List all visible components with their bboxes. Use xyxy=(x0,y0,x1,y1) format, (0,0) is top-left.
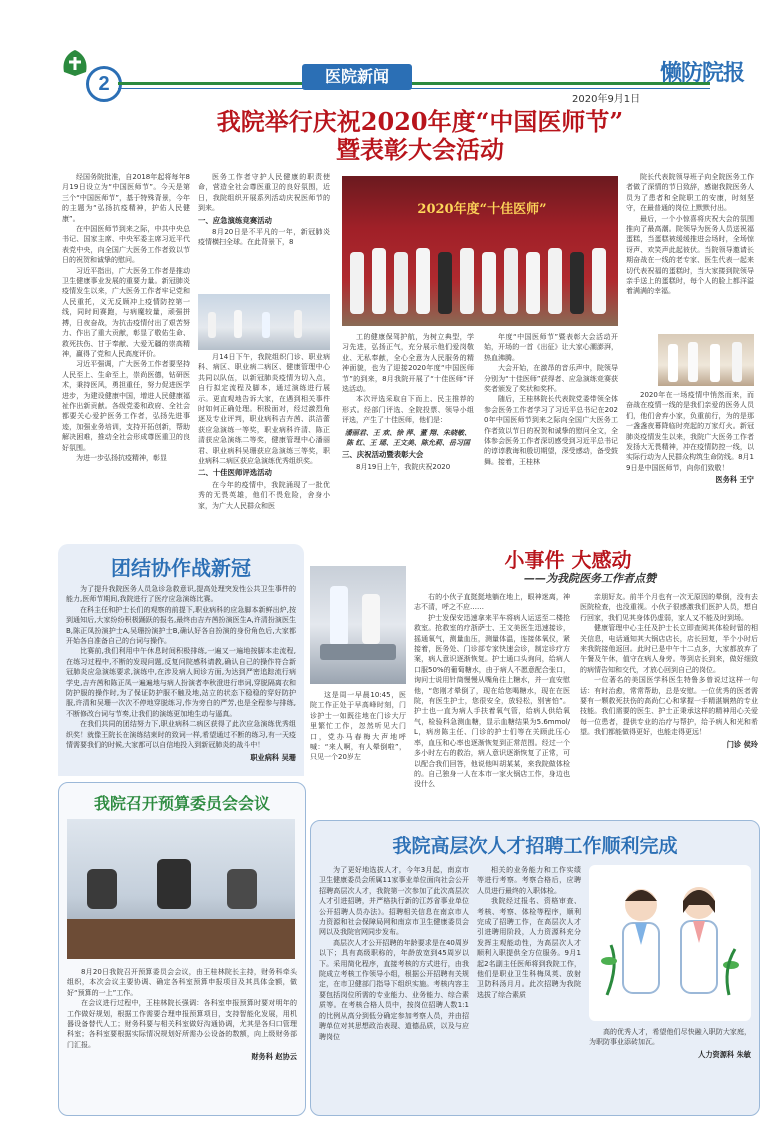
article3-col1-text: 这是周一早晨10:45，医院工作正处于早高峰时刻，门诊护士一如既往地在门诊大厅里繁忙工作，忽然听见大门口，党办马春梅大声地呼喊：“来人啊，有人晕倒啦”，只见一个20岁左 xyxy=(310,691,406,762)
article4-title: 我院召开预算委员会会议 xyxy=(93,794,270,813)
page-number: 2 xyxy=(98,73,110,95)
article-budget-meeting xyxy=(58,782,306,1116)
article3-col3-p2: 健康管理中心主任及护士长立即查阅其体检时留的相关信息，电话通知其大锅店店长，店长回复，半个小时后来我院接他返回。此时已是中午十二点多，大家都放弃了午餐及午休，值守在病人身旁。等到店长到来，做好细致的病情告知和交代，才放心回到自己的岗位。 xyxy=(580,624,758,674)
article2-p3: 比赛前,我们利用中午休息时间积极排练,一遍又一遍地按脚本走流程,在练习过程中,不断的发现问题,反复问院感科请教,确认自己的操作符合新冠肺炎应急演练要求,演练中,在涉及病人间诊方面,为达到严密追踪流行病学史,吉卉茜和陈正凤一遍遍地与病人扮演者李秋澄进行串词,穿脱隔离衣和防护服的操作时,为了保证防护服不触及地,站立的状态下稳稳的穿好防护服,许清和吴珊一次次不停地穿脱练习,作为旁白的严芳,也是全程参与排练,不断修改台词与节奏,让我们的演练更加地生动与逼真。 xyxy=(66,647,296,718)
article1-col2-p1: 医务工作者守护人民健康的职责使命，营造全社会尊医重卫的良好氛围，近日，我院组织开展系列活动庆祝医师节的到来。 xyxy=(198,173,330,213)
article2-p1: 为了提升我院医务人员急诊急救意识,提高处理突发性公共卫生事件的能力,医师节期间,我院进行了医疗应急演练比赛。 xyxy=(66,585,296,604)
article3-col3 xyxy=(580,592,758,814)
article3-signature: 门诊 侯玲 xyxy=(726,739,758,749)
award-banner-text: 2020年度“十佳医师” xyxy=(417,202,547,217)
article2-p4: 在我们共同的团结努力下,职业病科二病区获得了此次应急演练优秀组织奖！就像王院长在演练结束时的致词一样,希望通过不断的练习,有一天疫情需要我们的时候,大家都可以自信地投入到新冠肺炎的战斗中！ xyxy=(66,720,296,750)
article3-col3-p1: 亲朋好友。前半个月也有一次无原因的晕倒，没有去医院检查，也没重视。小伙子很感激我们医护人员，想自行回家，我们见其身体仍虚弱，家人又不能及时到场。 xyxy=(580,593,758,622)
article4-body xyxy=(67,967,297,1109)
article1-col3-p2: 本次评选采取自下而上、民主推荐的形式。经部门评选、全院投票、领导小组评选，产生了十佳医师，他们是： xyxy=(342,395,474,425)
article-small-event xyxy=(310,544,758,814)
article5-col3 xyxy=(589,1027,751,1109)
article1-title-line1: 我院举行庆祝2020年度“中国医师节” xyxy=(216,107,624,136)
award-banner xyxy=(412,198,552,217)
article1-col1-p4: 习近平强调，广大医务工作者要坚持人民至上、生命至上，崇尚医德，钻研医术，秉持医风，勇担重任，努力促进医学进步，为建设健康中国，增进人民健康福祉作出新贡献。各级党委和政府、全社会都要关心爱护医务工作者，弘扬先进事迹，加强业务培训，支持开拓创新，帮助解决困难，推动全社会形成尊医重卫的良好氛围。 xyxy=(62,360,190,452)
article1-col2-bottom xyxy=(198,352,330,544)
article3-col2 xyxy=(414,592,570,814)
article1-col5-p3: 2020年在一场疫情中悄然而来，而奋战在疫情一线的是我们亲爱的医务人员们，他们舍弃小家，负重前行，为的是那一盏盏夜幕降临时亮起的万家灯火。新冠肺炎疫情发生以来，我院广大医务工作者发扬大无畏精神，冲在疫情防控一线，以实际行动为人民群众构筑生命防线。8月19日是中国医师节，向你们致敬！ xyxy=(626,391,754,472)
article1-col3-sub3-text: 8月19日上午，我院庆祝2020 xyxy=(356,462,451,471)
article1-col3 xyxy=(342,332,474,544)
article-doctors-day xyxy=(0,0,780,560)
article1-signature: 医务科 王宁 xyxy=(715,475,754,485)
article2-title: 团结协作战新冠 xyxy=(111,556,251,580)
article1-col1-p2: 在中国医师节到来之际，中共中央总书记、国家主席、中央军委主席习近平代表党中央，向全国广大医务工作者致以节日的祝贺和诚挚的慰问。 xyxy=(62,225,190,265)
article3-title: 小事件 大感动 xyxy=(504,548,632,572)
article1-col1-p1: 经国务院批准，自2018年起将每年8月19日设立为“中国医师节”。今天是第三个“中国医师节”，基于特殊背景，今年的主题为“弘扬抗疫精神，护佑人民健康”。 xyxy=(62,173,190,223)
rescue-photo xyxy=(310,566,406,684)
article2-p2: 在科主任和护士长们的观察的前提下,职业病科的应急脚本新鲜出炉,按到通知后,大家纷纷积极踊跃的报名,最终由吉卉茜扮演医生A,许清扮演医生B,陈正凤扮演护士A,吴珊扮演护士B,确认好各自扮演的身份角色后,大家都开始各自准备自己的台词与操作。 xyxy=(66,605,296,646)
article1-sub3: 三、庆祝活动暨表彰大会 xyxy=(342,450,424,460)
article3-caption xyxy=(310,690,406,814)
article5-col1-p2: 高层次人才公开招聘的年龄要求是在40周岁以下；具有高级职称的，年龄放宽到45周岁以下。采用简化程序，直接考核的方式进行，由我院成立考核工作领导小组，根据公开招聘有关规定，在市卫健部门指导下组织实施。考核内容主要包括岗位所需的专业能力、业务能力、综合素质等。在考核合格人员中，按岗位招聘人数1:1的比例从高分到低分确定参加考察人员，并由招聘单位对其思想政治表现、道德品质，以及与应聘岗位 xyxy=(319,938,469,1041)
article3-col3-p3: 一位著名的美国医学科医生特鲁多曾说过这样一句话：有时治愈，常常帮助，总是安慰。一位优秀的医者需要有一颗救死扶伤的高尚仁心和掌握一手精湛娴熟的专业技能。我们需要的医生、护士正秉承这样的精神用心关爱每一位患者，提供专业的治疗与帮护，给予病人和光和希望。我们都能做得更好，也能走得更远！ xyxy=(580,676,758,737)
article2-signature: 职业病科 吴珊 xyxy=(250,752,296,762)
article1-col5 xyxy=(626,172,754,332)
article2-body xyxy=(66,584,296,772)
article5-col1-p1: 为了更好地选拔人才，今年3月起，南京市卫生健康委员会所属11家事业单位面向社会公开招聘高层次人才，我院第一次参加了此次高层次人才引进招聘，并严格执行新的江苏省事业单位公开招聘人员办法》。招聘相关信息在南京市人力资源和社会保障局网和南京市卫生健康委员会网以及我院官网同步发布。 xyxy=(319,866,469,937)
article1-col2-top xyxy=(198,172,330,292)
article4-p1: 8月20日我院召开预算委员会会议，由王桂林院长主持，财务科牵头组织，本次会议主要协调、确定各科室预算申报项目及其具体金额，做好“预算的一上”工作。 xyxy=(67,968,297,997)
top-doctors-names: 潘丽君、王 欢、徐 萍、董 翔、朱晓敏、陈 红、王 瑶、王文美、陈允莉、岳习国 xyxy=(344,428,472,448)
section-title: 医院新闻 xyxy=(324,67,389,86)
article1-col5-p1: 院长代表院领导班子向全院医务工作者做了深情的节日致辞，感谢我院医务人员为了患者和全院职工的安康，时刻坚守，在最普通的岗位上默默付出。 xyxy=(626,173,754,213)
article1-col2-sub2-text: 在今年的疫情中，我院涌现了一批优秀的无畏英雄，他们不畏危险，舍身小家，为广大人民群众和医 xyxy=(198,480,330,510)
article1-sub2: 二、十佳医师评选活动 xyxy=(198,468,272,478)
drill-photo xyxy=(198,294,330,350)
article3-subtitle: ——为我院医务工作者点赞 xyxy=(524,572,656,585)
article1-col1 xyxy=(62,172,190,542)
article1-title-line2: 暨表彰大会活动 xyxy=(336,135,504,164)
article5-col2-p2: 我院经过报名、资格审查、考核、考察、体检等程序，顺利完成了招聘工作，在高层次人才引进聘用阶段，人力资源科充分发挥主观能动性，为高层次人才顺利入职提供全方位服务。9月1起2名副主任医师将到我院工作，他们是职业卫生科梅凤英、放射卫防科汤月月。此次招聘为我院选拔了综合素质 xyxy=(477,897,581,999)
article1-col2-p2: 月14日下午，我院组织门诊、职业病科、病区、职业病二病区、健康管理中心共同以队伍，以新冠肺炎疫情为切入点，自行拟定流程及脚本，通过演练进行展示。更直观地告诉大家，在遇到相关事件时如何正确处理。积极面对，经过激烈角逐及专业评判，职业病科吉卉茜、洪洁蕾获应急演练一等奖，职业病科许清、陈正清获应急演练二等奖，健康管理中心潘丽君、职业病科吴珊获应急演练三等奖，职业病科二病区获应急演练优秀组织奖。 xyxy=(198,353,330,466)
article5-col2 xyxy=(477,865,581,1109)
article4-p2: 在会议进行过程中，王桂林院长强调：各科室申报预算时要对明年的工作做好规划，根据工作需要合理申报预算项目，支持智能化发展，用机器设备替代人工；财务科要与相关科室做好沟通协调，尤其是各归口管理科室；各科室要根据实际情况规划好所需办公设备的数额，向上级财务部门汇报。 xyxy=(67,999,297,1049)
article1-col5-p2: 最后，一个小惊喜将庆祝大会的氛围推向了最高潮。院领导为医务人员送祝福蛋糕，当蛋糕被缓缓推进会场时，全场惊讶声、欢笑声此起彼伏。当院领导邀请长期奋战在一线的老专家、医生代表一起来切代表祝福的蛋糕时，当大家搂到院领导亲手送上的蛋糕时，每个人的脸上都洋溢着满满的幸福。 xyxy=(626,214,754,296)
article4-signature: 财务科 赵协云 xyxy=(251,1052,297,1062)
article-recruitment xyxy=(310,820,760,1116)
article3-col2-p1: 右的小伙子直挺挺地躺在地上，眼神迷离，神志不清，呼之不应…… xyxy=(414,593,570,612)
article5-col2-p1: 相关的业务能力和工作实绩等进行考察。考察合格后，应聘人员进行最终的入职体检。 xyxy=(477,866,581,895)
cake-photo xyxy=(658,334,754,386)
article5-col3-p1: 高的优秀人才，希望他们尽快融入职防大家庭，为职防事业添砖加瓦。 xyxy=(589,1028,751,1047)
article1-col4-p1: 年度“中国医师节”暨表彰大会活动开始，开场的一首《出征》让大家心潮澎湃，热血沸腾。 xyxy=(484,333,618,362)
article1-col1-p3: 习近平指出，广大医务工作者是推动卫生健康事业发展的重要力量。新冠肺炎疫情发生以来，广大医务工作者牢记党和人民重托，义无反顾冲上疫情防控第一线，同时间赛跑，与病魔较量，顽强拼搏，日夜奋战，为抗击疫情付出了艰苦努力、作出了重大贡献，彰显了敬佑生命、救死扶伤、甘于奉献、大爱无疆的崇高精神，赢得了党和人民高度评价。 xyxy=(62,266,190,358)
article1-col3-p1: 工的健康保驾护航，为树立典型，学习先进，弘扬正气，充分展示他们爱岗敬业、无私奉献，全心全意为人民服务的精神面貌，也为了迎接2020年度“中国医师节”的到来，8月我院开展了“十佳医师”评选活动。 xyxy=(342,333,474,394)
article5-signature: 人力资源科 朱敏 xyxy=(698,1049,751,1059)
article1-col4-p3: 随后，王桂林院长代表院党委带领全体参会医务工作者学习了习近平总书记在2020年中国医师节到来之际向全国广大医务工作者致以节日的祝贺和诚挚的慰问全文，全体参会医务工作者深切感受到习近平总书记的谆谆教诲和殷切期望，深受感动，备受鼓舞。接着，王桂林 xyxy=(484,395,618,466)
masthead-text: 懒防院报 xyxy=(660,60,745,86)
article1-col4 xyxy=(484,332,618,544)
meeting-photo xyxy=(67,819,295,959)
article1-col1-p5: 为进一步弘扬抗疫精神，彰显 xyxy=(76,453,167,462)
issue-date: 2020年9月1日 xyxy=(572,94,641,105)
article3-col2-p2: 护士发保安迅速拿来平车将病人运送至二楼抢救室。抢救室的疗浙萨士、王文美医生迅速接诊，摇通氧气，测量血压，测量体温，连接体氧仪，紧接着，医务处、门诊部专家快速会诊，制定诊疗方案，病人意识逐渐恢复。护士通口头询问，给病人口服50%的葡萄糖水，由于病人不愿意配合张口，询问士说用针筒慢慢从嘴角往上糖水，并一直安慰他，“您刚才晕倒了，现在给您喝糖水，现在在医院，有医生护士，您很安全，放轻松，别害怕”。护士也一直为病人手扶着氧气管，给病人供给氧气，检验科急测血糖，显示血糖结果为5.6mmol/L，病房陈主任、门诊的护士们等在关顾此压心率，血压和心率也逐渐恢复到正常范围。经过一个多小时左右的救治，病人意识逐渐恢复了正常，可以配合我们回答，他说他叫胡某某，来我院做体检的。自己独身一人在本市一家火锅店工作，身边也没什么 xyxy=(414,613,570,789)
article1-sub1: 一、应急演练竞赛活动 xyxy=(198,215,272,225)
article1-col4-p2: 大会开始，在激昂的音乐声中，院领导分别为“十佳医师”获得者、应急演练竞赛获奖者颁发了奖状和奖杯。 xyxy=(484,364,618,394)
article1-title xyxy=(120,108,720,164)
article1-col5-bottom xyxy=(626,390,754,538)
award-group-photo xyxy=(342,176,618,326)
doctors-illustration xyxy=(589,865,751,1021)
article-teamwork xyxy=(58,544,304,776)
article5-col1 xyxy=(319,865,469,1109)
article1-col2-sub1-text: 8月20日是不平凡的一年，新冠肺炎疫情横扫全球。在此背景下，8 xyxy=(198,228,330,247)
article5-title: 我院高层次人才招聘工作顺利完成 xyxy=(392,835,678,857)
